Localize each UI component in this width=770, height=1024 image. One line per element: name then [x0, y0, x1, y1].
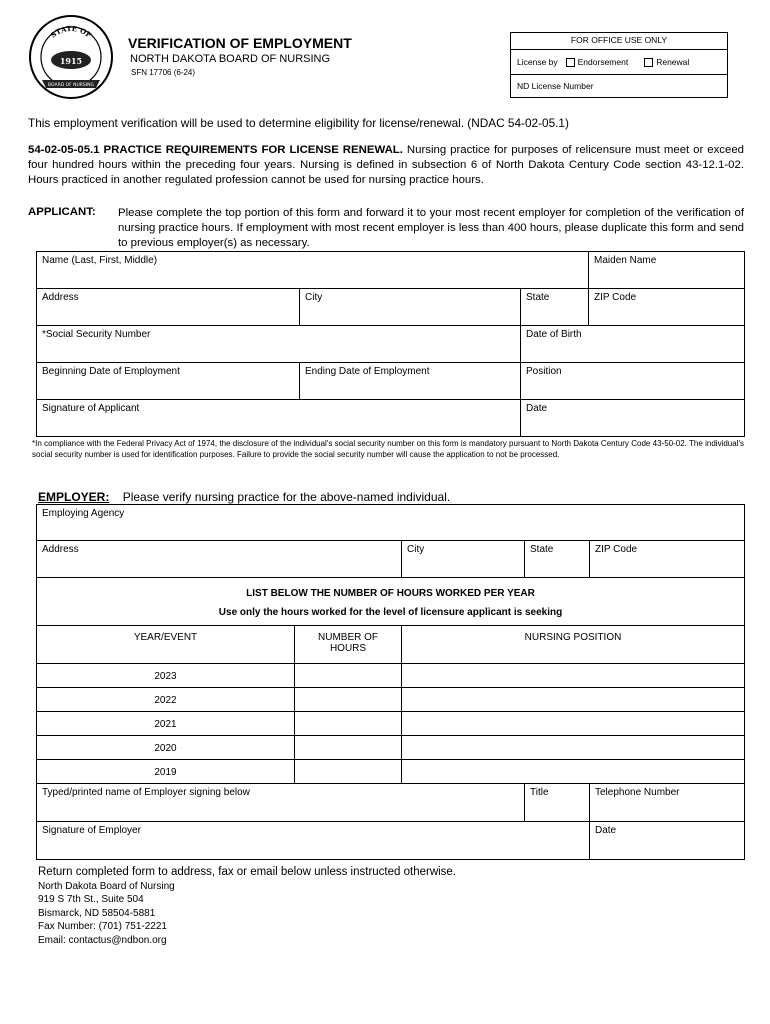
dob-field[interactable]: [521, 326, 745, 363]
requirements-paragraph: [28, 143, 744, 188]
year-cell: 2020: [37, 736, 295, 760]
applicant-instructions: Please complete the top portion of this form and forward it to your most recent employer for completion of the verification of nursing practice hours. If employment with most recent employer is less than 400 hours, please duplicate this form and send to previous employer(s) as necessary.: [118, 207, 744, 249]
board-org-name: North Dakota Board of Nursing: [38, 880, 175, 892]
hours-input[interactable]: [295, 736, 402, 760]
city-state-zip: Bismarck, ND 58504-5881: [38, 907, 156, 919]
employer-table: [36, 504, 745, 860]
employer-signature-label: Signature of Employer: [42, 825, 141, 836]
state-label: State: [526, 292, 550, 303]
return-address-block: [38, 866, 456, 947]
hours-input[interactable]: [295, 664, 402, 688]
begin-date-label: Beginning Date of Employment: [42, 366, 180, 377]
name-field[interactable]: [37, 252, 589, 289]
form-title: VERIFICATION OF EMPLOYMENT: [128, 35, 352, 51]
endorsement-label: Endorsement: [577, 57, 629, 67]
year-cell: 2022: [37, 688, 295, 712]
position-input[interactable]: [402, 760, 745, 784]
privacy-note: *In compliance with the Federal Privacy Act of 1974, the disclosure of the individual's social security number on this form is mandatory pursuant to North Dakota Century Code 43-50-02. The individual's social security number is used for identification purposes. Failure to provide the social security number will cause the application to not be processed.: [32, 439, 744, 459]
office-use-box: [510, 32, 728, 98]
position-input[interactable]: [402, 664, 745, 688]
applicant-address-field[interactable]: [37, 289, 300, 326]
position-label: Position: [526, 366, 562, 377]
seal-bottom-text: BOARD OF NURSING: [48, 83, 94, 88]
applicant-date-field[interactable]: [521, 400, 745, 437]
requirements-heading: 54-02-05-05.1 PRACTICE REQUIREMENTS FOR LICENSE RENEWAL.: [28, 144, 403, 156]
end-date-field[interactable]: [300, 363, 521, 400]
employer-state-label: State: [530, 544, 554, 555]
position-field[interactable]: [521, 363, 745, 400]
position-input[interactable]: [402, 688, 745, 712]
employer-label: EMPLOYER:: [38, 490, 110, 504]
employer-date-label: Date: [595, 825, 617, 836]
ssn-field[interactable]: [37, 326, 521, 363]
applicant-zip-field[interactable]: [589, 289, 745, 326]
name-label: Name (Last, First, Middle): [42, 255, 158, 266]
employer-city-label: City: [407, 544, 425, 555]
board-name: NORTH DAKOTA BOARD OF NURSING: [130, 53, 331, 65]
applicant-table: [36, 251, 745, 437]
position-input[interactable]: [402, 712, 745, 736]
zip-label: ZIP Code: [594, 292, 637, 303]
position-input[interactable]: [402, 736, 745, 760]
begin-date-field[interactable]: [37, 363, 300, 400]
applicant-signature-field[interactable]: [37, 400, 521, 437]
license-by-row: [511, 50, 727, 75]
hours-heading: LIST BELOW THE NUMBER OF HOURS WORKED PER YEAR: [246, 588, 535, 599]
end-date-label: Ending Date of Employment: [305, 366, 430, 377]
employer-zip-label: ZIP Code: [595, 544, 638, 555]
maiden-name-field[interactable]: [589, 252, 745, 289]
office-use-heading: FOR OFFICE USE ONLY: [511, 33, 727, 50]
employer-zip-field[interactable]: [590, 541, 745, 578]
license-by-label: License by: [517, 57, 558, 67]
renewal-checkbox[interactable]: [644, 58, 653, 67]
applicant-state-field[interactable]: [521, 289, 589, 326]
ssn-label: *Social Security Number: [42, 329, 151, 340]
street-address: 919 S 7th St., Suite 504: [38, 894, 144, 905]
hours-input[interactable]: [295, 712, 402, 736]
fax-number: Fax Number: (701) 751-2221: [38, 921, 167, 932]
renewal-label: Renewal: [656, 57, 690, 67]
year-cell: 2021: [37, 712, 295, 736]
employing-agency-field[interactable]: [37, 505, 745, 541]
license-number-field[interactable]: [511, 75, 727, 97]
year-column-header: YEAR/EVENT: [37, 626, 295, 664]
employer-city-field[interactable]: [402, 541, 525, 578]
hours-input[interactable]: [295, 688, 402, 712]
employer-instructions: Please verify nursing practice for the above-named individual.: [122, 490, 451, 504]
dob-label: Date of Birth: [526, 329, 582, 340]
address-label: Address: [42, 292, 79, 303]
applicant-city-field[interactable]: [300, 289, 521, 326]
seal-year: 1915: [59, 56, 83, 66]
nursing-position-column-header: NURSING POSITION: [402, 626, 745, 664]
hours-subheading: Use only the hours worked for the level of licensure applicant is seeking: [218, 607, 563, 618]
seal-top-text: STATE OF: [48, 23, 94, 40]
email-address: Email: contactus@ndbon.org: [38, 934, 167, 946]
telephone-label: Telephone Number: [595, 787, 680, 798]
maiden-name-label: Maiden Name: [594, 255, 657, 266]
year-cell: 2019: [37, 760, 295, 784]
employer-printed-name-field[interactable]: [37, 784, 525, 822]
state-seal-logo: [28, 14, 114, 100]
hours-input[interactable]: [295, 760, 402, 784]
city-label: City: [305, 292, 323, 303]
hours-column-header: NUMBER OF HOURS: [295, 626, 402, 664]
year-cell: 2023: [37, 664, 295, 688]
license-number-label: ND License Number: [517, 81, 594, 91]
employer-address-field[interactable]: [37, 541, 402, 578]
employer-title-field[interactable]: [525, 784, 590, 822]
endorsement-checkbox[interactable]: [566, 58, 575, 67]
hours-heading-cell: [37, 578, 745, 626]
telephone-field[interactable]: [590, 784, 745, 822]
employer-state-field[interactable]: [525, 541, 590, 578]
form-number: SFN 17706 (6-24): [131, 68, 196, 77]
intro-text: This employment verification will be used to determine eligibility for license/renewal. (NDAC 54-02-05.1): [28, 116, 569, 130]
employer-signature-field[interactable]: [37, 822, 590, 860]
employing-agency-label: Employing Agency: [42, 508, 125, 519]
applicant-date-label: Date: [526, 403, 548, 414]
applicant-label: APPLICANT:: [28, 206, 96, 218]
requirements-text: Nursing practice for purposes of relicensure must meet or exceed four hundred hours within the preceding four years. Nursing is defined in subsection 6 of North Dakota Century Code section 43-12.1-02. Hours practiced in another regulated profession cannot be used for nursing practice hours.: [28, 144, 744, 186]
printed-name-label: Typed/printed name of Employer signing below: [42, 787, 250, 798]
applicant-signature-label: Signature of Applicant: [42, 403, 140, 414]
employer-address-label: Address: [42, 544, 79, 555]
title-label: Title: [530, 787, 549, 798]
employer-heading: [38, 490, 450, 504]
employer-date-field[interactable]: [590, 822, 745, 860]
return-instructions: Return completed form to address, fax or email below unless instructed otherwise.: [38, 866, 457, 878]
